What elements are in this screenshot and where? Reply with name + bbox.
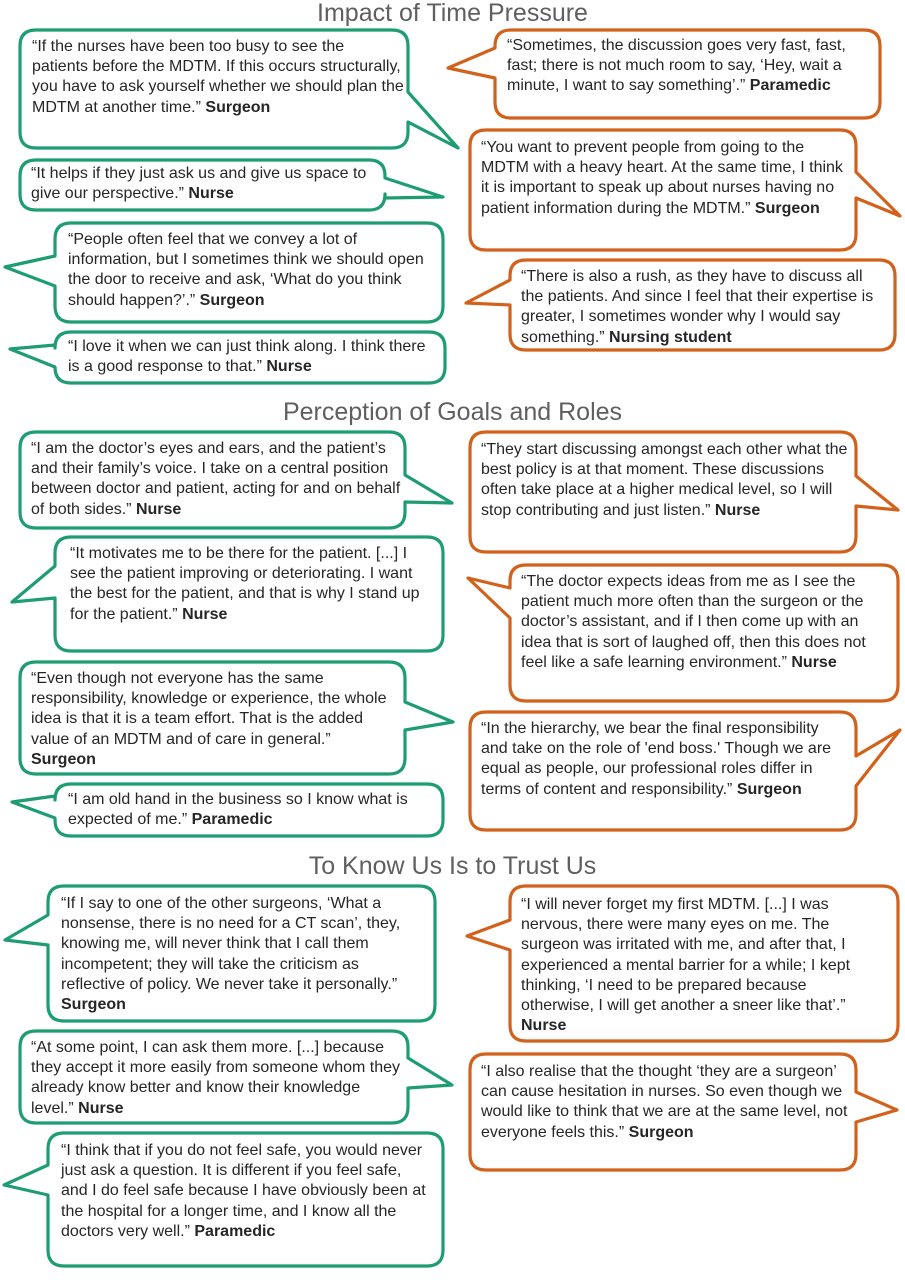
speaker-label: Nurse	[521, 1017, 567, 1035]
quote-bubble-green: “At some point, I can ask them more. [...] because they accept it more easily from someone whom they already know better and know their knowledge level.” Nurse	[31, 1039, 401, 1117]
speaker-label: Nurse	[78, 1099, 124, 1117]
quote-bubble-green: “I love it when we can just think along. I think there is a good response to that.” Nurse	[68, 338, 426, 376]
section-title-time-pressure: Impact of Time Pressure	[317, 0, 588, 27]
quote-bubble-green: “It helps if they just ask us and give us space to give our perspective.” Nurse	[31, 165, 367, 203]
speaker-label: Nurse	[791, 653, 837, 671]
speaker-label: Surgeon	[754, 199, 820, 217]
quote-bubble-green: “Even though not everyone has the same responsibility, knowledge or experience, the whole idea is that it is a team effort. That is the added value of an MDTM and of care in general.” Surgeon	[31, 670, 387, 768]
quote-bubble-orange: “The doctor expects ideas from me as I see the patient much more often than the surgeon or the doctor’s assistant, and if I then come up with an idea that is sort of laughed off, then this does not feel like a safe learning environment.” Nurse	[521, 573, 866, 671]
quote-bubble-green: “I am the doctor’s eyes and ears, and the patient’s and their family’s voice. I take on a central position between doctor and patient, acting for and on behalf of both sides.” Nurse	[31, 440, 401, 518]
quote-bubble-orange: “They start discussing amongst each other what the best policy is at that moment. These discussions often take place at a higher medical level, so I will stop contributing and just listen.” Nurse	[481, 441, 848, 519]
section-title-know-trust: To Know Us Is to Trust Us	[308, 852, 597, 880]
speaker-label: Surgeon	[199, 291, 265, 309]
speaker-label: Nurse	[714, 501, 761, 519]
speaker-label: Nurse	[135, 500, 182, 518]
speaker-label: Paramedic	[194, 1222, 276, 1240]
speaker-label: Nursing student	[609, 328, 732, 346]
quote-bubble-green: “It motivates me to be there for the patient. [...] I see the patient improving or deteriorating. I want the best for the patient, and that is why I stand up for the patient.” Nurse	[70, 545, 420, 623]
quote-bubble-orange: “I will never forget my first MDTM. [...] I was nervous, there were many eyes on me. The surgeon was irritated with me, and after that, I experienced a mental barrier for a while; I kept thinking, ‘I need to be prepared because otherwise, I will get another a sneer like that’.” Nurse	[521, 896, 851, 1035]
quote-bubble-green: “If I say to one of the other surgeons, ‘What a nonsense, there is no need for a CT scan’, they, knowing me, will never think that I call them incompetent; they will take the criticism as reflective of policy. We never take it personally.” Surgeon	[61, 895, 401, 1014]
speaker-label: Nurse	[182, 605, 228, 623]
section-title-goals-roles: Perception of Goals and Roles	[282, 398, 623, 426]
speaker-label: Paramedic	[749, 77, 831, 95]
quote-bubble-green: “I think that if you do not feel safe, you would never just ask a question. It is different if you feel safe, and I do feel safe because I have obviously been at the hospital for a longer time, and I know all the doctors very well.” Paramedic	[61, 1142, 426, 1240]
speaker-label: Nurse	[188, 185, 234, 203]
quote-bubble-orange: “In the hierarchy, we bear the final responsibility and take on the role of 'end boss.' Though we are equal as people, our professional roles differ in terms of content and responsibility.” Surgeon	[481, 720, 832, 798]
speaker-label: Surgeon	[61, 996, 126, 1014]
speaker-label: Surgeon	[205, 98, 271, 116]
speaker-label: Nurse	[266, 358, 312, 376]
quote-bubble-orange: “Sometimes, the discussion goes very fast, fast, fast; there is not much room to say, ‘Hey, wait a minute, I want to say something’.” Paramedic	[507, 37, 846, 95]
quote-bubble-green: “People often feel that we convey a lot of information, but I sometimes think we should open the door to receive and ask, ‘What do you think should happen?’.” Surgeon	[68, 231, 424, 309]
speaker-label: Paramedic	[191, 811, 273, 829]
quote-bubble-orange: “You want to prevent people from going to the MDTM with a heavy heart. At the same time, I think it is important to speak up about nurses having no patient information during the MDTM.” Surgeon	[481, 139, 843, 217]
quote-bubble-green: “I am old hand in the business so I know what is expected of me.” Paramedic	[68, 791, 408, 829]
quote-bubble-green: “If the nurses have been too busy to see the patients before the MDTM. If this occurs structurally, you have to ask yourself whether we should plan the MDTM at another time.” Surgeon	[32, 38, 404, 116]
quote-bubble-orange: “I also realise that the thought ‘they are a surgeon’ can cause hesitation in nurses. So even though we would like to think that we are at the same level, not everyone feels this.” Surgeon	[481, 1063, 848, 1141]
speaker-label: Surgeon	[736, 780, 802, 798]
quote-bubble-orange: “There is also a rush, as they have to discuss all the patients. And since I feel that their expertise is greater, I sometimes wonder why I would say something.” Nursing student	[521, 268, 874, 346]
speaker-label: Surgeon	[31, 750, 96, 768]
speaker-label: Surgeon	[628, 1123, 694, 1141]
